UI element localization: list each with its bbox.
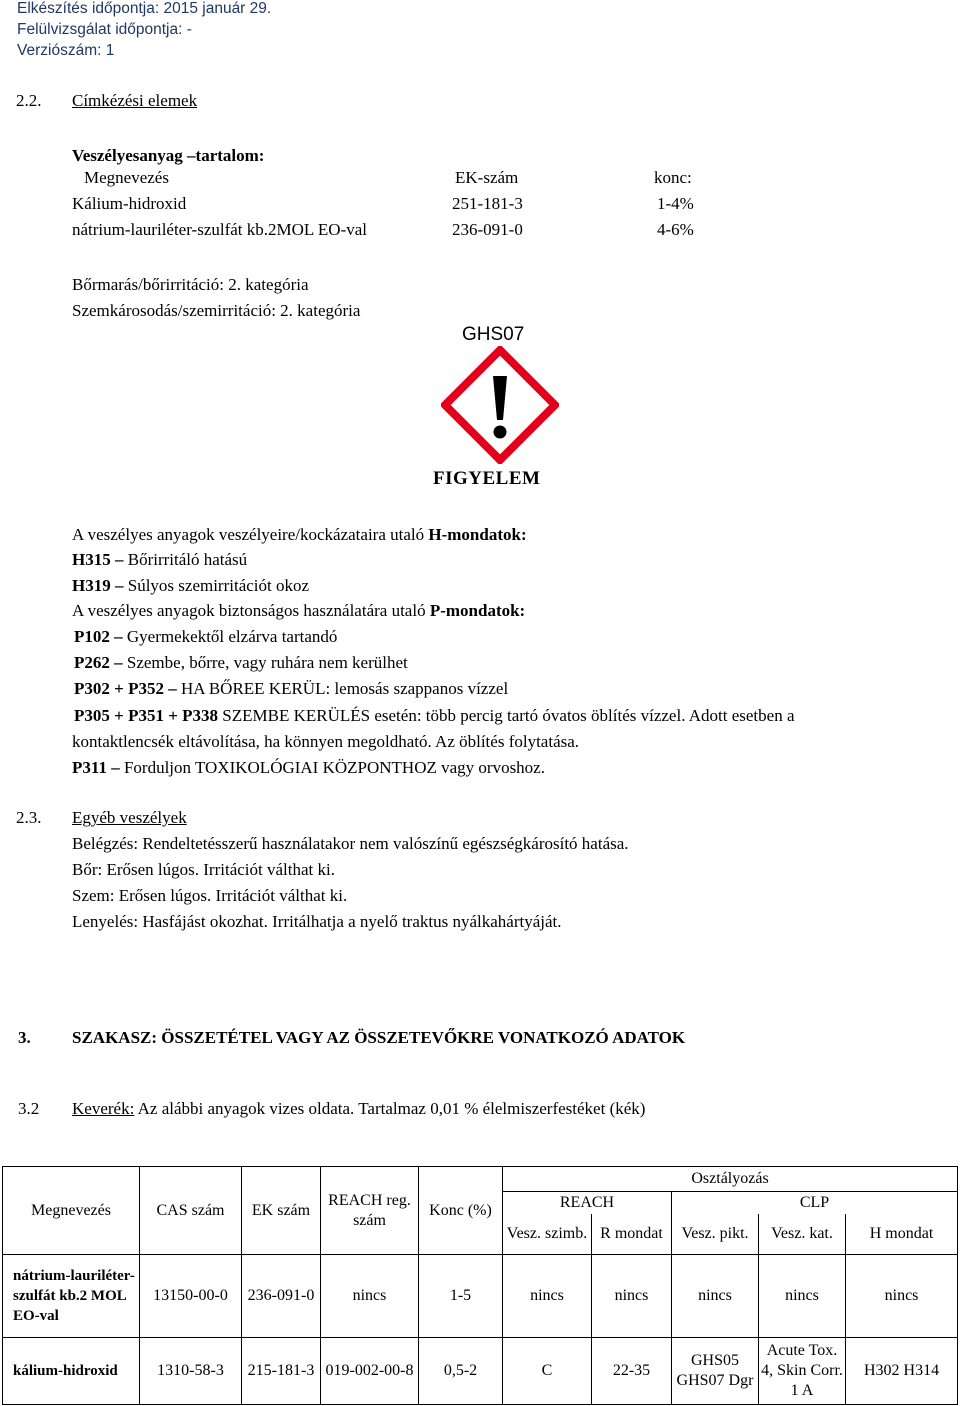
cell-vesz-kat: nincs	[759, 1255, 846, 1338]
section-2-3-title: Egyéb veszélyek	[72, 808, 187, 827]
version-number: Verziószám: 1	[17, 42, 115, 59]
h-statement: H319 – Súlyos szemirritációt okoz	[72, 576, 310, 595]
header-r-mondat: R mondat	[592, 1214, 672, 1255]
section-3-number: 3.	[18, 1028, 31, 1047]
p-statement: P262 – Szembe, bőrre, vagy ruhára nem kerülhet	[74, 653, 408, 672]
cell-reach: 019-002-00-8	[321, 1338, 419, 1405]
cell-vesz-pikt: GHS05 GHS07 Dgr	[672, 1338, 759, 1405]
section-2-2-title: Címkézési elemek	[72, 91, 198, 110]
substance-ek: 251-181-3	[452, 194, 523, 213]
cell-r-mondat: 22-35	[592, 1338, 672, 1405]
header-h-mondat: H mondat	[846, 1214, 958, 1255]
cell-konc: 0,5-2	[419, 1338, 503, 1405]
substance-konc: 4-6%	[657, 220, 694, 239]
composition-table	[2, 1166, 958, 1405]
other-hazard-line: Lenyelés: Hasfájást okozhat. Irritálhatja a nyelő traktus nyálkahártyáját.	[72, 912, 562, 931]
cell-r-mondat: nincs	[592, 1255, 672, 1338]
section-2-3-number: 2.3.	[16, 808, 42, 827]
col-ek-header: EK-szám	[455, 168, 519, 187]
cell-vesz-szimb: C	[503, 1338, 592, 1405]
other-hazard-line: Bőr: Erősen lúgos. Irritációt válthat ki.	[72, 860, 335, 879]
header-clp-sub: CLP	[672, 1192, 958, 1215]
p-statement: P311 – Forduljon TOXIKOLÓGIAI KÖZPONTHOZ vagy orvoshoz.	[72, 758, 545, 777]
cell-konc: 1-5	[419, 1255, 503, 1338]
p-statement-continuation: kontaktlencsék eltávolítása, ha könnyen megoldható. Az öblítés folytatása.	[72, 732, 580, 751]
cell-reach: nincs	[321, 1255, 419, 1338]
hazard-category: Bőrmarás/bőrirritáció: 2. kategória	[72, 275, 309, 294]
h-statements-intro: A veszélyes anyagok veszélyeire/kockázataira utaló H-mondatok:	[72, 525, 527, 544]
table-row	[3, 1255, 958, 1338]
h-statement: H315 – Bőrirritáló hatású	[72, 550, 248, 569]
mixture-description: Keverék: Az alábbi anyagok vizes oldata. Tartalmaz 0,01 % élelmiszerfestéket (kék)	[72, 1099, 646, 1118]
header-name: Megnevezés	[3, 1167, 140, 1255]
cell-cas: 13150-00-0	[140, 1255, 242, 1338]
cell-ek: 215-181-3	[242, 1338, 321, 1405]
p-statements-intro: A veszélyes anyagok biztonságos használatára utaló P-mondatok:	[72, 601, 526, 620]
pictogram-label: GHS07	[462, 324, 525, 345]
substance-ek: 236-091-0	[452, 220, 523, 239]
signal-word: FIGYELEM	[433, 468, 541, 489]
col-name-header: Megnevezés	[84, 168, 169, 187]
header-ek: EK szám	[242, 1167, 321, 1255]
substance-konc: 1-4%	[657, 194, 694, 213]
cell-name: kálium-hidroxid	[3, 1338, 140, 1405]
other-hazard-line: Belégzés: Rendeltetésszerű használatakor nem valószínű egészségkárosító hatása.	[72, 834, 629, 853]
cell-ek: 236-091-0	[242, 1255, 321, 1338]
header-reach-sub: REACH	[503, 1192, 672, 1215]
table-row	[3, 1338, 958, 1405]
p-statement: P305 + P351 + P338 SZEMBE KERÜLÉS esetén: több percig tartó óvatos öblítés vízzel. Adott esetben a	[74, 706, 795, 725]
section-3-2-number: 3.2	[18, 1099, 40, 1118]
p-statement: P302 + P352 – HA BŐREE KERÜL: lemosás szappanos vízzel	[74, 679, 509, 698]
created-date: Elkészítés időpontja: 2015 január 29.	[17, 0, 272, 17]
cell-cas: 1310-58-3	[140, 1338, 242, 1405]
section-3-title: SZAKASZ: ÖSSZETÉTEL VAGY AZ ÖSSZETEVŐKRE VONATKOZÓ ADATOK	[72, 1028, 686, 1047]
p-statement: P102 – Gyermekektől elzárva tartandó	[74, 627, 338, 646]
substance-name: nátrium-lauriléter-szulfát kb.2MOL EO-val	[72, 220, 368, 239]
header-classification: Osztályozás	[503, 1167, 958, 1192]
hazardous-content-title: Veszélyesanyag –tartalom:	[72, 146, 265, 165]
header-reach: REACH reg. szám	[321, 1167, 419, 1255]
header-vesz-pikt: Vesz. pikt.	[672, 1214, 759, 1255]
cell-name: nátrium-lauriléter-szulfát kb.2 MOL EO-val	[3, 1255, 140, 1338]
section-2-2-number: 2.2.	[16, 91, 42, 110]
cell-h-mondat: H302 H314	[846, 1338, 958, 1405]
cell-vesz-kat: Acute Tox. 4, Skin Corr. 1 A	[759, 1338, 846, 1405]
hazard-category: Szemkárosodás/szemirritáció: 2. kategória	[72, 301, 361, 320]
header-vesz-szimb: Vesz. szimb.	[503, 1214, 592, 1255]
cell-h-mondat: nincs	[846, 1255, 958, 1338]
header-cas: CAS szám	[140, 1167, 242, 1255]
substance-name: Kálium-hidroxid	[72, 194, 187, 213]
header-vesz-kat: Vesz. kat.	[759, 1214, 846, 1255]
exclamation-mark-diamond-icon	[441, 346, 559, 464]
other-hazard-line: Szem: Erősen lúgos. Irritációt válthat ki.	[72, 886, 348, 905]
col-konc-header: konc:	[654, 168, 692, 187]
revision-date: Felülvizsgálat időpontja: -	[17, 21, 192, 38]
header-konc: Konc (%)	[419, 1167, 503, 1255]
cell-vesz-szimb: nincs	[503, 1255, 592, 1338]
cell-vesz-pikt: nincs	[672, 1255, 759, 1338]
